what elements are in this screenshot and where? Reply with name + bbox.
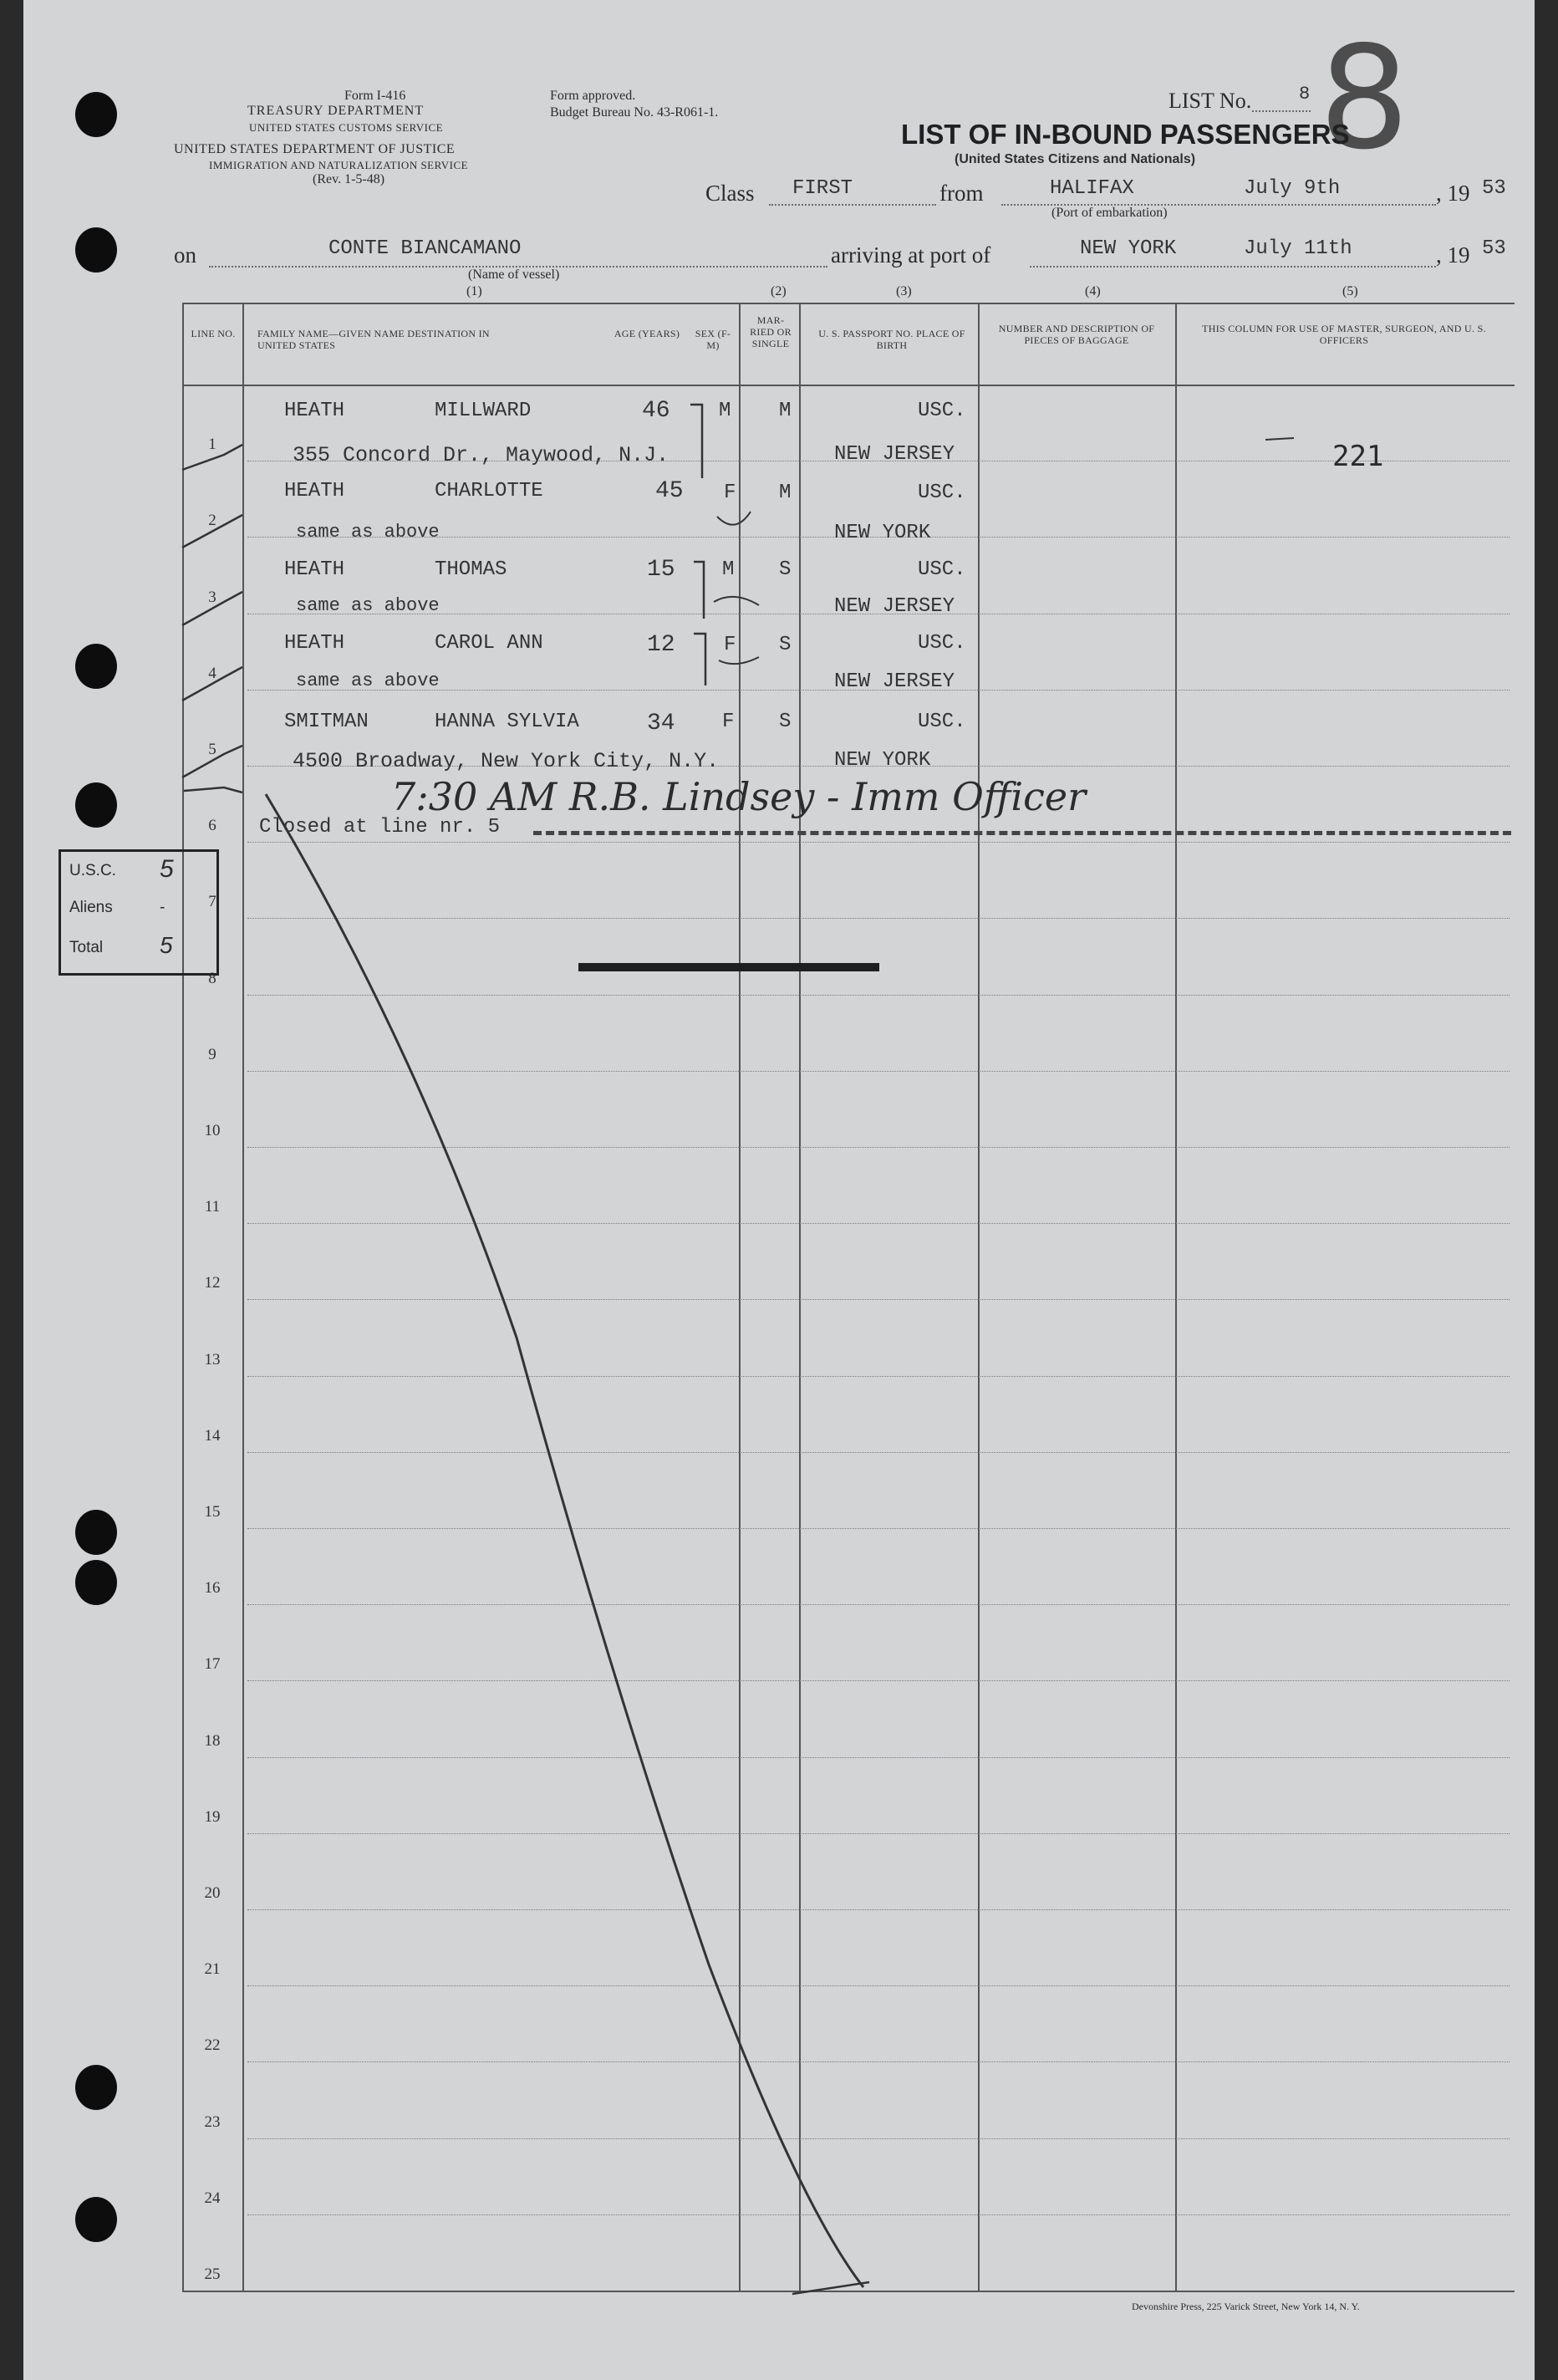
passenger-given: MILLWARD [435, 400, 532, 422]
passenger-birthplace: NEW JERSEY [834, 443, 955, 466]
line-number: 13 [204, 1350, 221, 1368]
tally-aliens-value: - [160, 899, 165, 916]
line-number: 7 [208, 893, 216, 911]
tally-usc-label: U.S.C. [69, 862, 116, 879]
arrive-year: 53 [1482, 237, 1506, 260]
tally-aliens-label: Aliens [69, 899, 113, 916]
passenger-married: S [779, 711, 792, 733]
line-number: 8 [208, 969, 216, 987]
line-number: 11 [204, 1198, 221, 1216]
handwritten-officer-note: 7:30 AM R.B. Lindsey - Imm Officer [391, 774, 1087, 819]
tally-total-label: Total [69, 939, 104, 956]
header-sex: SEX (F-M) [695, 328, 731, 351]
embarkation-port: HALIFAX [1050, 177, 1134, 200]
passenger-passport: USC. [918, 482, 966, 504]
passenger-given: CAROL ANN [435, 632, 543, 655]
manifest-page [23, 0, 1535, 2380]
class-value: FIRST [792, 177, 853, 200]
passenger-destination: 355 Concord Dr., Maywood, N.J. [293, 443, 670, 467]
handwritten-annotations [23, 0, 1535, 2380]
column-number: (1) [466, 284, 482, 298]
passenger-married: M [779, 482, 792, 504]
column-number: (5) [1342, 284, 1358, 298]
passenger-age: 46 [642, 398, 670, 424]
line-number: 21 [204, 1960, 221, 1979]
header-age: AGE (YEARS) [614, 328, 680, 339]
line-number: 9 [208, 1045, 216, 1063]
passenger-sex: F [724, 482, 736, 504]
passenger-family: HEATH [284, 400, 345, 422]
list-no-value: 8 [1299, 84, 1311, 104]
list-no-label: LIST No. [1168, 89, 1252, 113]
treasury-dept: TREASURY DEPARTMENT [247, 104, 425, 118]
revision: (Rev. 1-5-48) [313, 172, 385, 186]
ins-service: IMMIGRATION AND NATURALIZATION SERVICE [209, 159, 469, 171]
arrival-port: NEW YORK [1080, 237, 1177, 260]
passenger-family: SMITMAN [284, 711, 369, 733]
depart-year: 53 [1482, 177, 1506, 200]
embark-caption: (Port of embarkation) [1051, 206, 1168, 220]
passenger-passport: USC. [918, 400, 966, 422]
column-number: (2) [771, 284, 787, 298]
passenger-destination: same as above [296, 670, 440, 691]
list-no-big-stamp: 8 [1319, 16, 1410, 181]
line-number: 4 [208, 664, 216, 682]
passenger-married: S [779, 558, 792, 581]
column-number: (3) [896, 284, 912, 298]
line-number: 20 [204, 1884, 221, 1902]
line-number: 15 [204, 1503, 221, 1521]
line-number: 10 [204, 1122, 221, 1139]
passenger-age: 12 [647, 632, 675, 658]
header-married: MAR-RIED OR SINGLE [750, 314, 792, 349]
passenger-destination: same as above [296, 522, 440, 543]
line-number: 12 [204, 1274, 221, 1292]
header-name: FAMILY NAME—GIVEN NAME DESTINATION IN UNITED STATES [257, 328, 490, 351]
line-number: 25 [204, 2265, 221, 2283]
line-number: 19 [204, 1807, 221, 1826]
page-title: LIST OF IN-BOUND PASSENGERS [901, 119, 1350, 150]
line-number: 6 [208, 817, 216, 835]
class-label: Class [705, 181, 755, 206]
budget-bureau: Budget Bureau No. 43-R061-1. [550, 105, 719, 120]
officer-note: 221 [1332, 440, 1384, 473]
page-subtitle: (United States Citizens and Nationals) [955, 152, 1196, 166]
passenger-passport: USC. [918, 558, 966, 581]
depart-date: July 9th [1244, 177, 1341, 200]
vessel-caption: (Name of vessel) [468, 268, 560, 282]
tally-stamp-box [59, 849, 219, 976]
passenger-sex: F [722, 711, 735, 733]
passenger-destination: same as above [296, 595, 440, 616]
passenger-birthplace: NEW YORK [834, 749, 931, 772]
customs-service: UNITED STATES CUSTOMS SERVICE [249, 121, 444, 134]
line-number: 14 [204, 1426, 221, 1445]
tally-usc-value: 5 [160, 855, 174, 883]
passenger-sex: M [719, 400, 731, 422]
line-number: 1 [208, 436, 216, 454]
arrival-date: July 11th [1244, 237, 1352, 260]
passenger-age: 34 [647, 711, 675, 736]
passenger-sex: F [724, 634, 736, 656]
vessel-name: CONTE BIANCAMANO [328, 237, 522, 260]
passenger-birthplace: NEW YORK [834, 522, 931, 544]
header-passport: U. S. PASSPORT NO. PLACE OF BIRTH [818, 328, 965, 351]
printer-imprint: Devonshire Press, 225 Varick Street, New York 14, N. Y. [1132, 2301, 1360, 2312]
arrive-year-prefix: , 19 [1436, 242, 1470, 268]
passenger-given: CHARLOTTE [435, 480, 543, 502]
header-baggage: NUMBER AND DESCRIPTION OF PIECES OF BAGGAGE [998, 323, 1155, 346]
passenger-passport: USC. [918, 632, 966, 655]
depart-year-prefix: , 19 [1436, 181, 1470, 206]
header-officers: THIS COLUMN FOR USE OF MASTER, SURGEON, AND U. S. OFFICERS [1202, 323, 1486, 346]
line-number: 23 [204, 2112, 221, 2131]
passenger-given: THOMAS [435, 558, 507, 581]
passenger-sex: M [722, 558, 735, 581]
passenger-given: HANNA SYLVIA [435, 711, 579, 733]
passenger-destination: 4500 Broadway, New York City, N.Y. [293, 749, 720, 773]
passenger-age: 45 [655, 478, 684, 504]
closed-at-line: Closed at line nr. 5 [259, 816, 501, 838]
from-label: from [939, 181, 984, 206]
line-number: 5 [208, 741, 216, 758]
tally-total-value: 5 [160, 932, 173, 958]
line-number: 3 [208, 588, 216, 606]
justice-dept: UNITED STATES DEPARTMENT OF JUSTICE [174, 142, 456, 156]
form-number: Form I-416 [344, 89, 406, 103]
header-line-no: LINE NO. [191, 328, 236, 339]
line-number: 24 [204, 2189, 221, 2207]
passenger-age: 15 [647, 557, 675, 583]
passenger-family: HEATH [284, 632, 345, 655]
form-approved: Form approved. [550, 89, 636, 103]
line-number: 17 [204, 1655, 221, 1674]
on-label: on [174, 242, 196, 268]
line-number: 18 [204, 1731, 221, 1750]
column-number: (4) [1085, 284, 1101, 298]
passenger-birthplace: NEW JERSEY [834, 670, 955, 693]
passenger-married: S [779, 634, 792, 656]
arriving-label: arriving at port of [831, 242, 991, 268]
passenger-family: HEATH [284, 480, 345, 502]
passenger-passport: USC. [918, 711, 966, 733]
passenger-family: HEATH [284, 558, 345, 581]
line-number: 2 [208, 512, 216, 530]
passenger-married: M [779, 400, 792, 422]
line-number: 16 [204, 1579, 221, 1598]
passenger-birthplace: NEW JERSEY [834, 595, 955, 618]
line-number: 22 [204, 2036, 221, 2055]
